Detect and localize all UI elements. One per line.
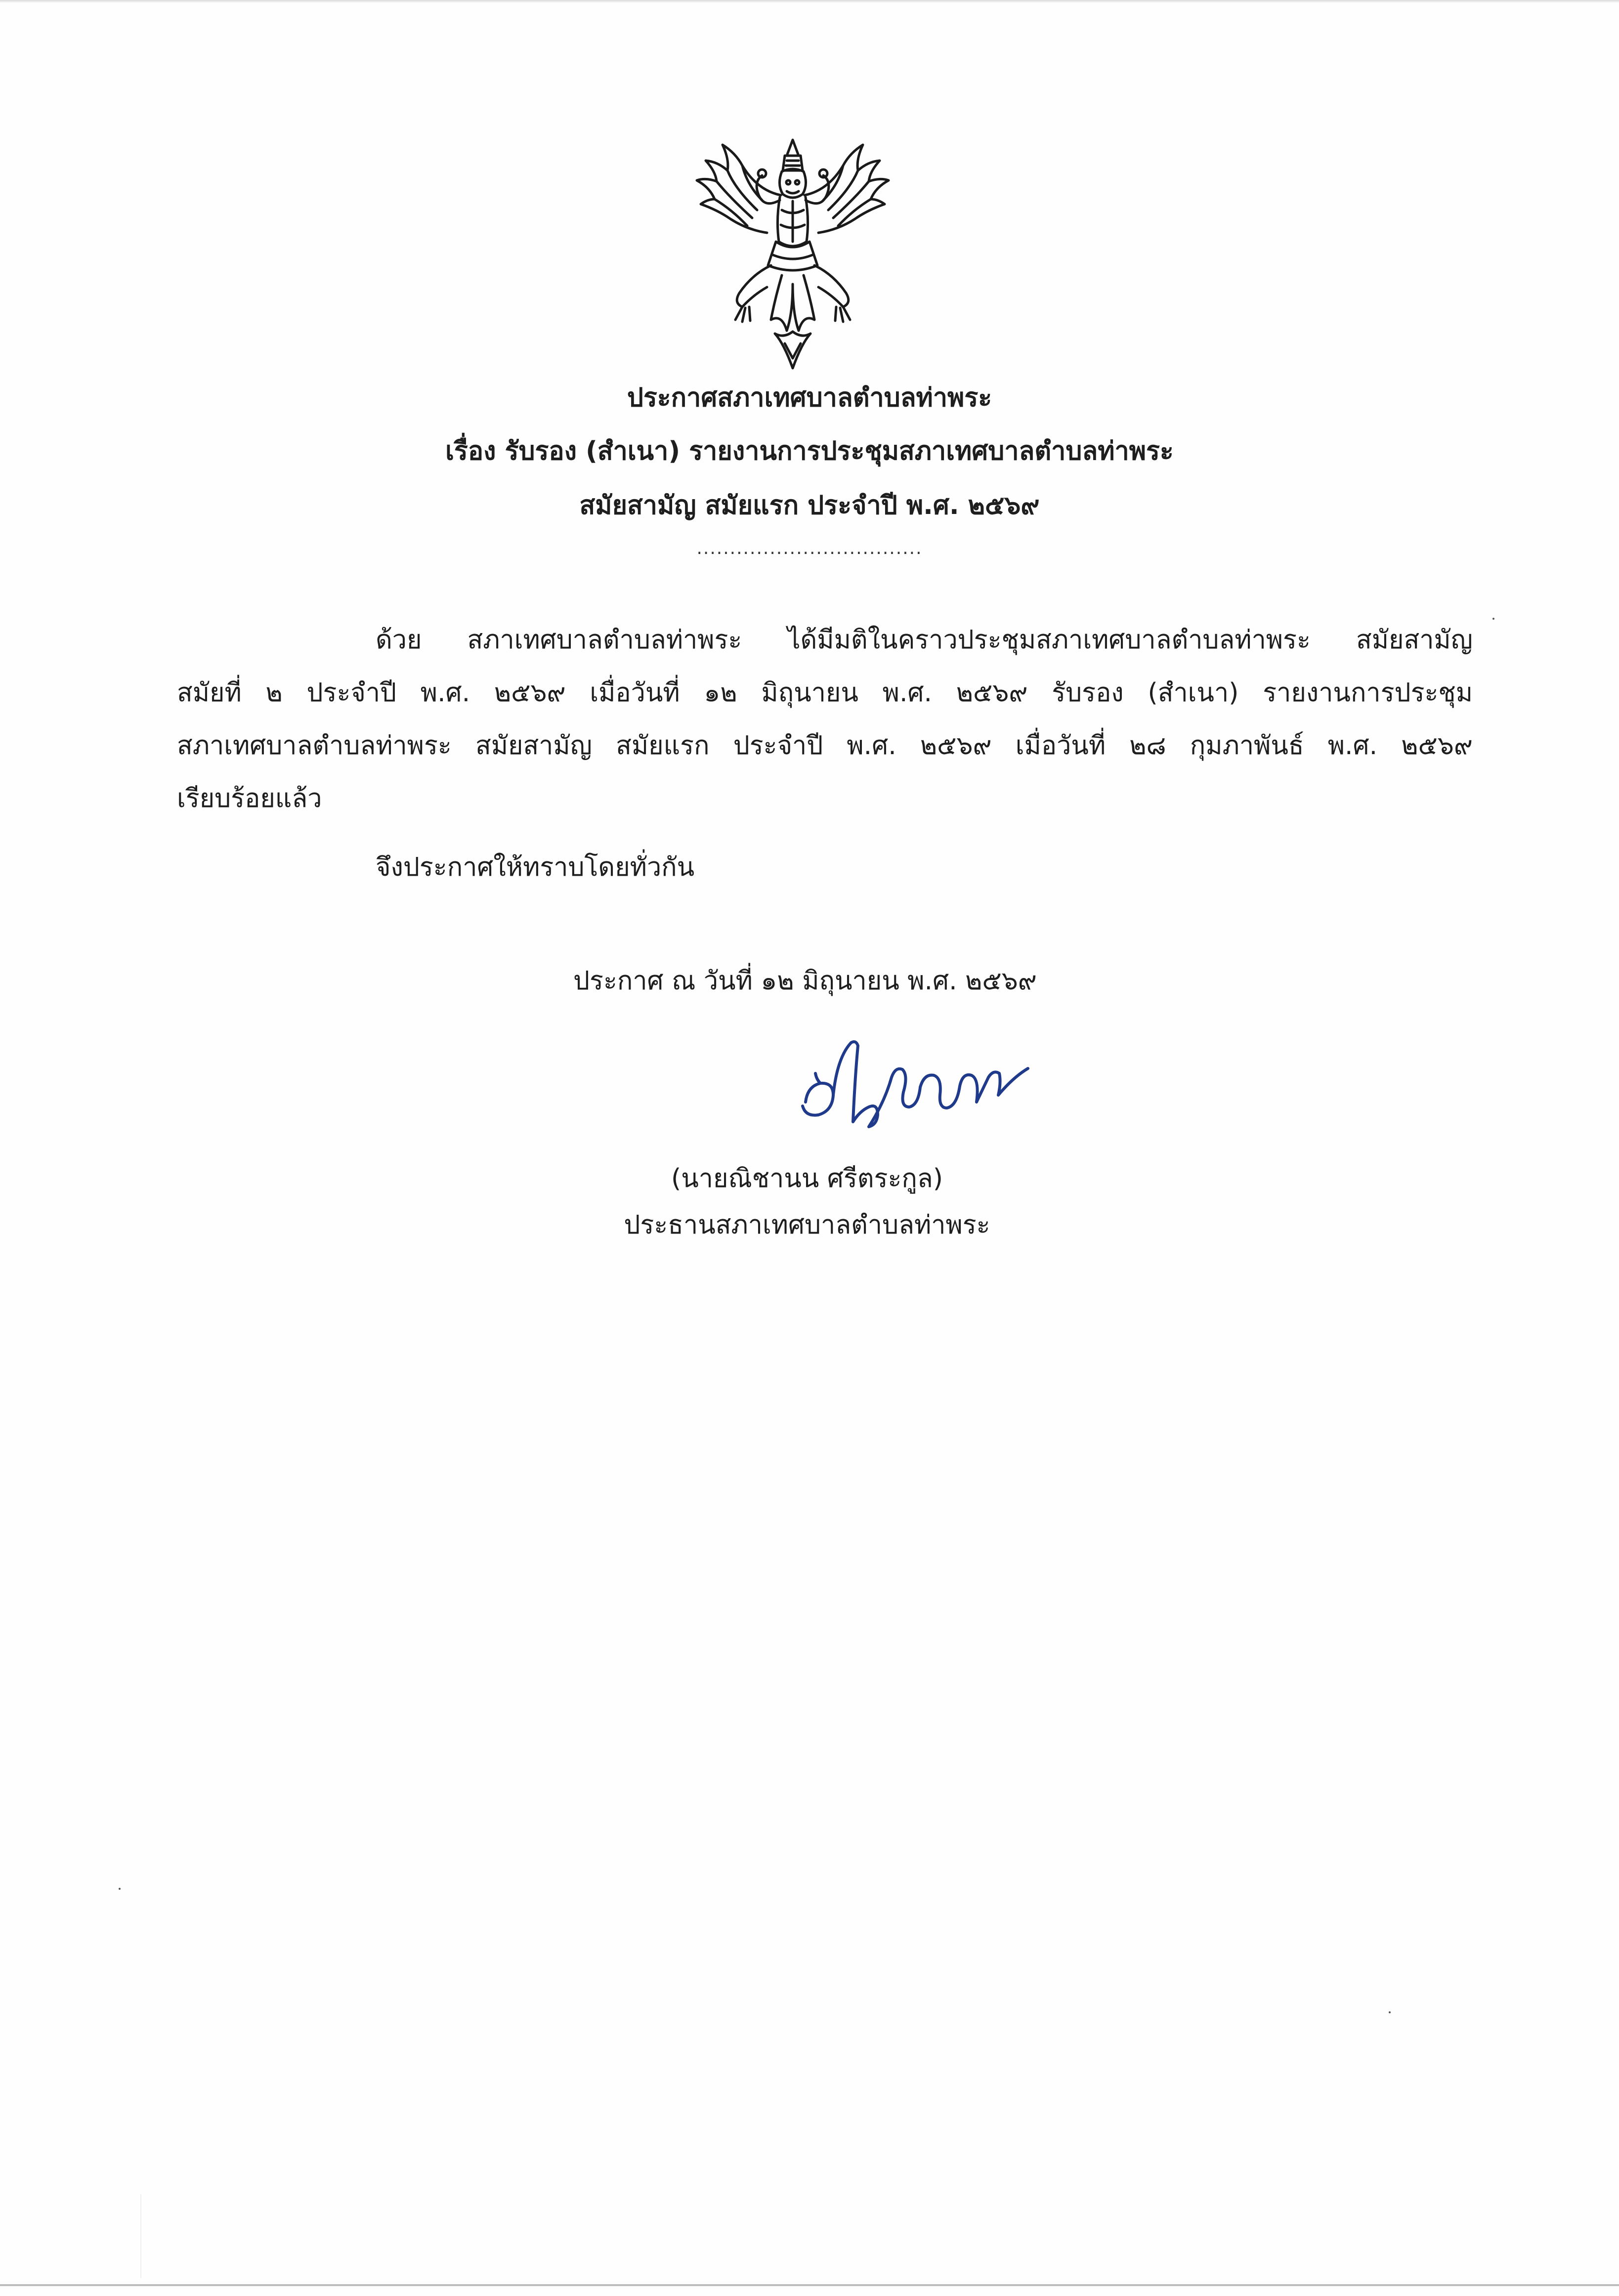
scan-speck [1389, 2011, 1391, 2013]
scan-speck [1492, 618, 1494, 620]
scan-speck [119, 1888, 121, 1890]
announcement-subject: เรื่อง รับรอง (สำเนา) รายงานการประชุมสภาเทศบาลตำบลท่าพระ [445, 436, 1174, 466]
body-line: สภาเทศบาลตำบลท่าพระ สมัยสามัญ สมัยแรก ประจำปี พ.ศ. ๒๕๖๙ เมื่อวันที่ ๒๘ กุมภาพันธ์ พ.ศ. ๒๕๖๙ [177, 731, 1473, 761]
garuda-emblem-icon [688, 136, 897, 373]
scan-edge-top [0, 0, 1619, 3]
closing-statement: จึงประกาศให้ทราบโดยทั่วกัน [376, 852, 695, 882]
separator: .................................. [696, 538, 923, 558]
announcement-date: ประกาศ ณ วันที่ ๑๒ มิถุนายน พ.ศ. ๒๕๖๙ [573, 966, 1037, 996]
body-line: เรียบร้อยแล้ว [177, 784, 322, 813]
handwritten-signature [786, 1028, 1043, 1147]
scan-edge-bottom [0, 2284, 1619, 2286]
announcement-session: สมัยสามัญ สมัยแรก ประจำปี พ.ศ. ๒๕๖๙ [579, 491, 1040, 520]
signatory-position: ประธานสภาเทศบาลตำบลท่าพระ [624, 1210, 990, 1240]
announcement-title: ประกาศสภาเทศบาลตำบลท่าพระ [627, 383, 992, 413]
body-line: ด้วย สภาเทศบาลตำบลท่าพระ ได้มีมติในคราวประชุมสภาเทศบาลตำบลท่าพระ สมัยสามัญ [376, 625, 1473, 655]
scan-edge-left [140, 2194, 141, 2278]
body-line: สมัยที่ ๒ ประจำปี พ.ศ. ๒๕๖๙ เมื่อวันที่ ๑๒ มิถุนายน พ.ศ. ๒๕๖๙ รับรอง (สำเนา) รายงานการประชุม [177, 678, 1473, 708]
signatory-name: (นายณิชานน ศรีตระกูล) [671, 1164, 943, 1193]
